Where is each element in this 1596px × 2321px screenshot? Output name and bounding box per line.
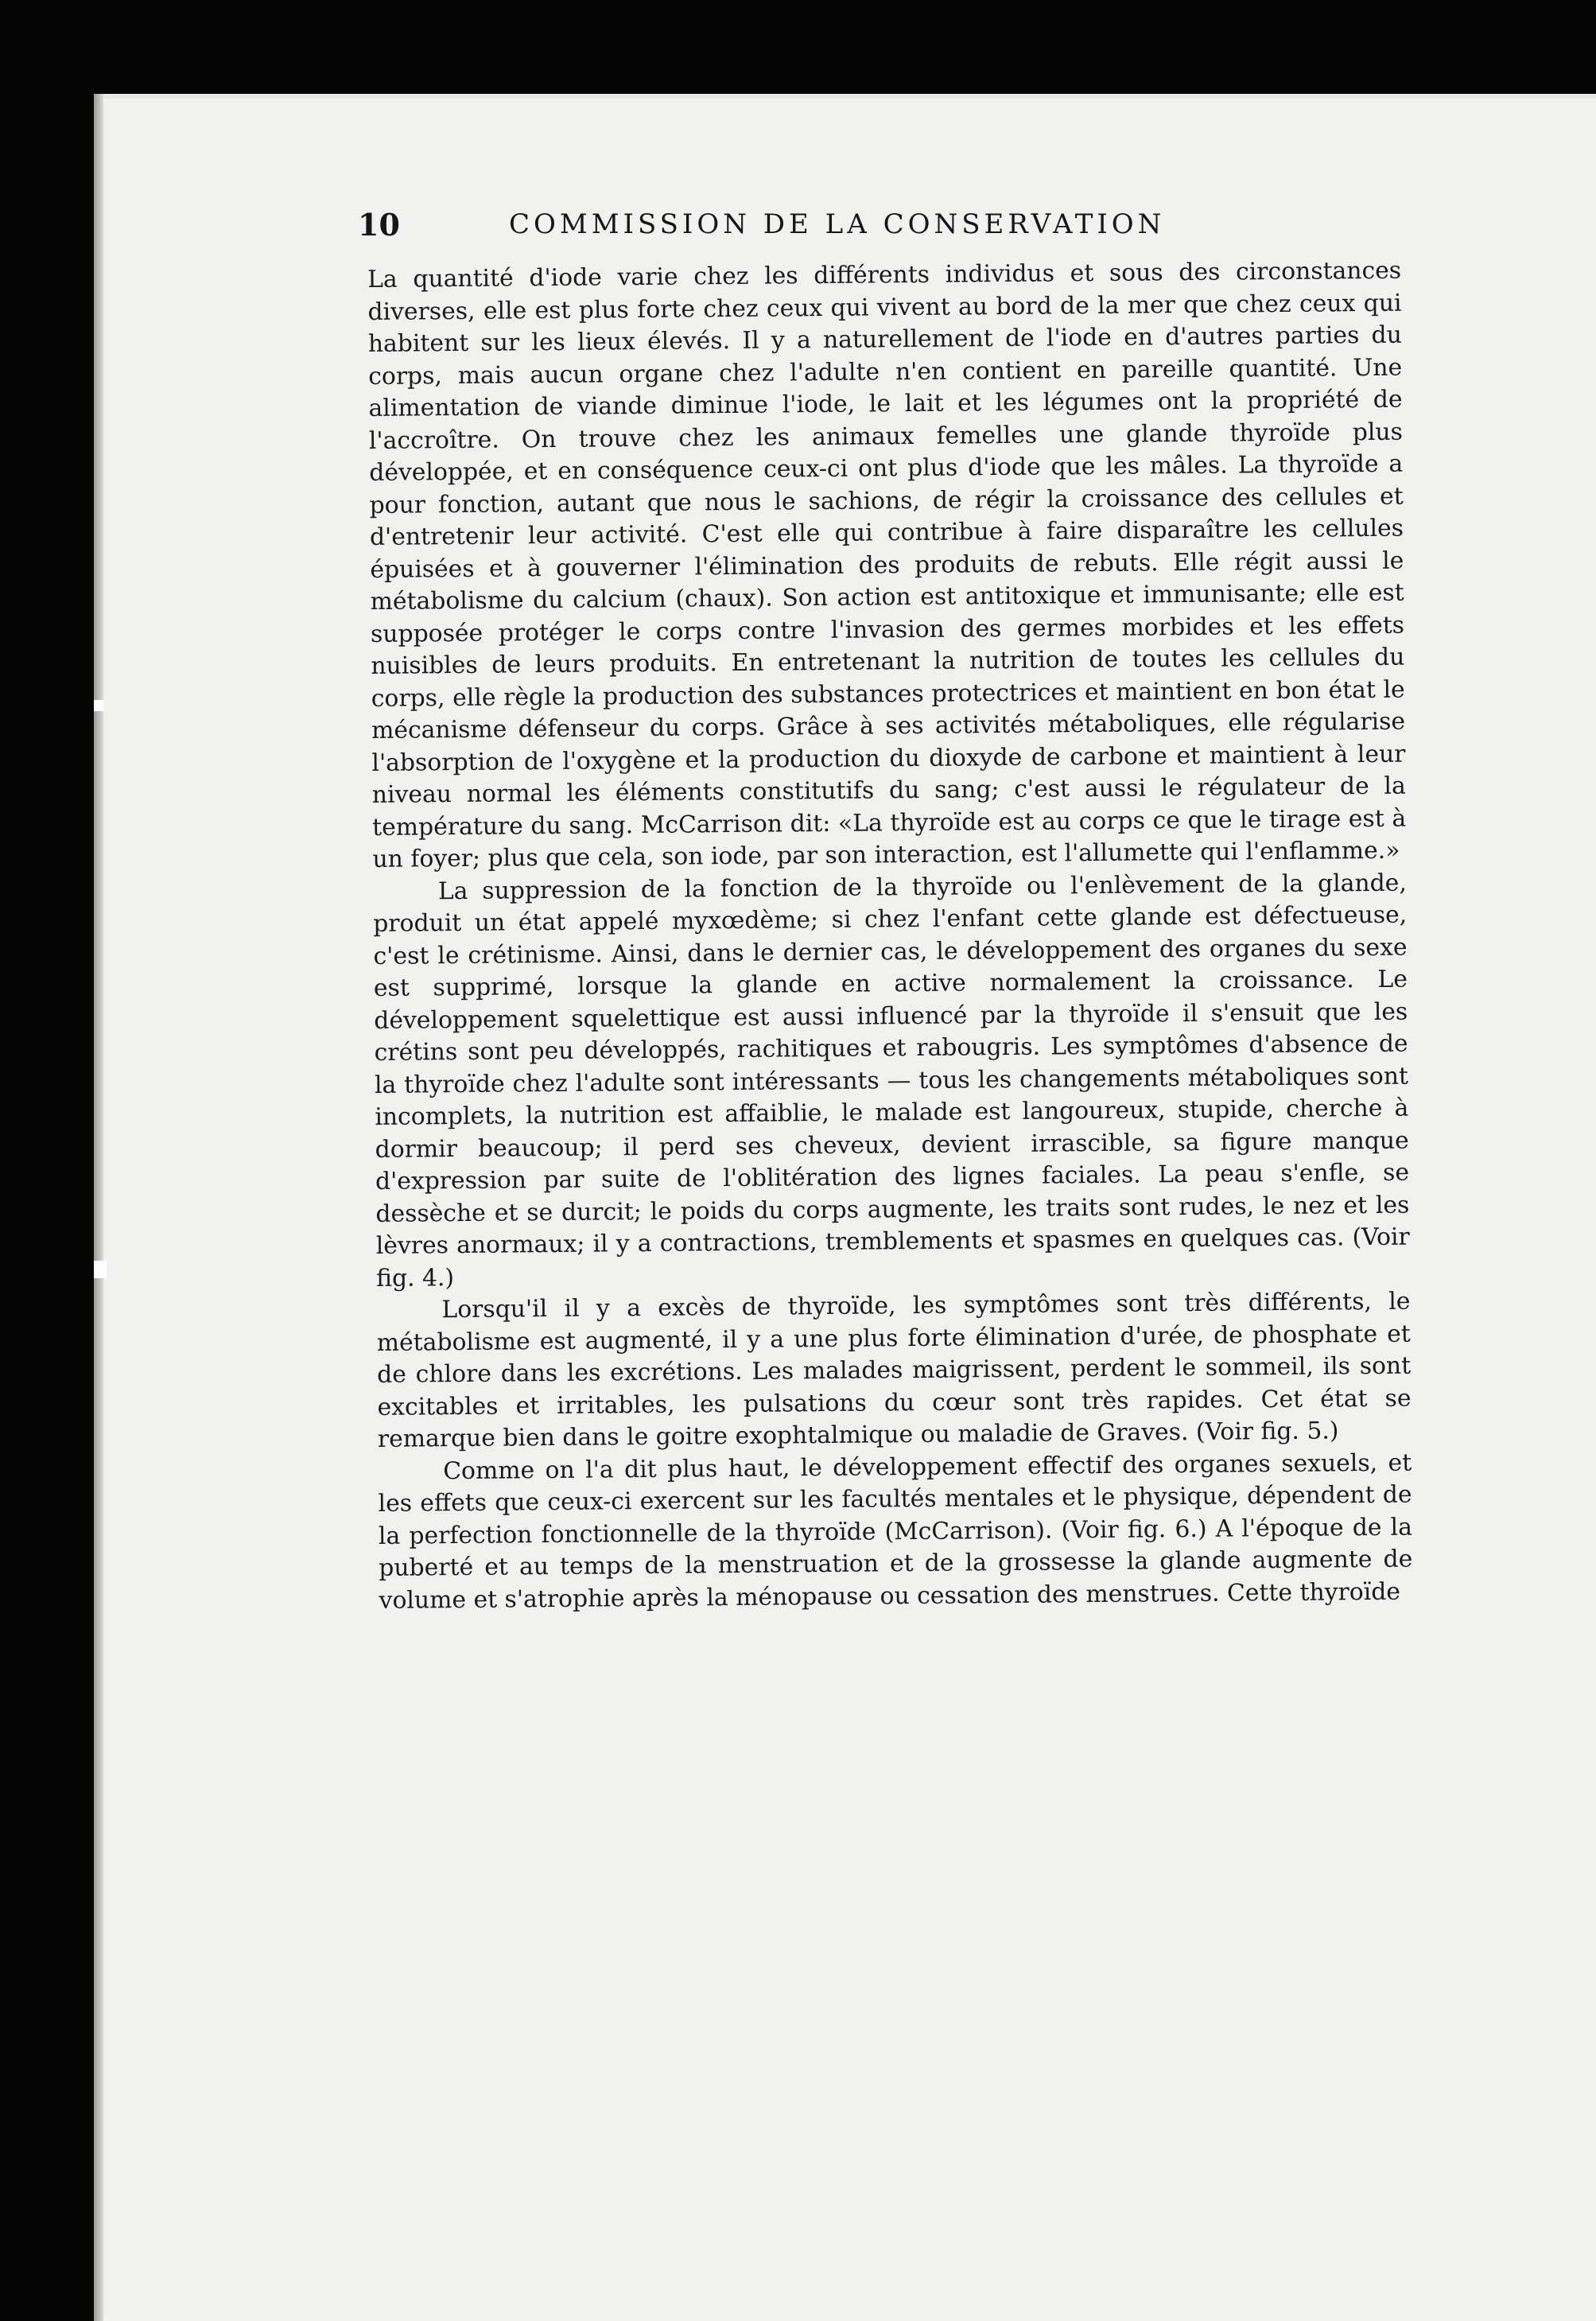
paragraph: Comme on l'a dit plus haut, le développement effectif des organes sexuels, et les effets que ceux-ci exercent sur les facultés mentales et le physique, dépendent de la perfection fonctionnelle de la thyroïde (McCarrison). (Voir fig. 6.) A l'époque de la puberté et au temps de la menstruation et de la grossesse la glande augmente de volume et s'atrophie après la ménopause ou cessation des menstrues. Cette thyroïde bbox=[378, 1448, 1413, 1615]
paragraph: La quantité d'iode varie chez les différents individus et sous des circonstances diverses, elle est plus forte chez ceux qui vivent au bord de la mer que chez ceux qui habitent sur les lieux élevés. Il y a naturellement de l'iode en d'autres parties du corps, mais aucun organe chez l'adulte n'en contient en pareille quantité. Une alimentation de viande diminue l'iode, le lait et les légumes ont la propriété de l'accroître. On trouve chez les animaux femelles une glande thyroïde plus développée, et en conséquence ceux-ci ont plus d'iode que les mâles. La thyroïde a pour fonction, autant que nous le sachions, de régir la croissance des cellules et d'entretenir leur activité. C'est elle qui contribue à faire disparaître les cellules épuisées et à gouverner l'élimination des produits de rebuts. Elle régit aussi le métabolisme du calcium (chaux). Son action est antitoxique et immunisante; elle est supposée protéger le corps contre l'invasion des germes morbides et les effets nuisibles de leurs produits. En entretenant la nutrition de toutes les cellules du corps, elle règle la production des substances protectrices et maintient en bon état le mécanisme défenseur du corps. Grâce à ses activités métaboliques, elle régularise l'absorption de l'oxygène et la production du dioxyde de carbone et maintient à leur niveau normal les éléments constitutifs du sang; c'est aussi le régulateur de la température du sang. McCarrison dit: «La thyroïde est au corps ce que le tirage est à un foyer; plus que cela, son iode, par son interaction, est l'allumette qui l'enflamme.» bbox=[367, 256, 1407, 873]
paragraph: Lorsqu'il il y a excès de thyroïde, les symptômes sont très différents, le métabolisme est augmenté, il y a une plus forte élimination d'urée, de phosphate et de chlore dans les excrétions. Les malades maigrissent, perdent le sommeil, ils sont excitables et irritables, les pulsations du cœur sont très rapides. Cet état se remarque bien dans le goitre exophtalmique ou maladie de Graves. (Voir fig. 5.) bbox=[376, 1287, 1412, 1453]
page-binding-edge bbox=[94, 94, 103, 2321]
binding-notch bbox=[94, 700, 103, 711]
running-title: COMMISSION DE LA CONSERVATION bbox=[509, 208, 1166, 240]
paragraph: La suppression de la fonction de la thyroïde ou l'enlèvement de la glande, produit un état appelé myxœdème; si chez l'enfant cette glande est défectueuse, c'est le crétinisme. Ainsi, dans le dernier cas, le développement des organes du sexe est supprimé, lorsque la glande en active normalement la croissance. Le développement squelettique est aussi influencé par la thyroïde il s'ensuit que les crétins sont peu développés, rachitiques et rabougris. Les symptômes d'absence de la thyroïde chez l'adulte sont intéressants — tous les changements métaboliques sont incomplets, la nutrition est affaiblie, le malade est langoureux, stupide, cherche à dormir beaucoup; il perd ses cheveux, devient irrascible, sa figure manque d'expression par suite de l'oblitération des lignes faciales. La peau s'enfle, se dessèche et se durcit; le poids du corps augmente, les traits sont rudes, le nez et les lèvres anormaux; il y a contractions, tremblements et spasmes en quelques cas. (Voir fig. 4.) bbox=[373, 869, 1410, 1293]
page-header bbox=[358, 207, 1201, 255]
binding-notch bbox=[94, 1261, 107, 1278]
body-text bbox=[367, 255, 1413, 1617]
page-number: 10 bbox=[358, 207, 400, 243]
